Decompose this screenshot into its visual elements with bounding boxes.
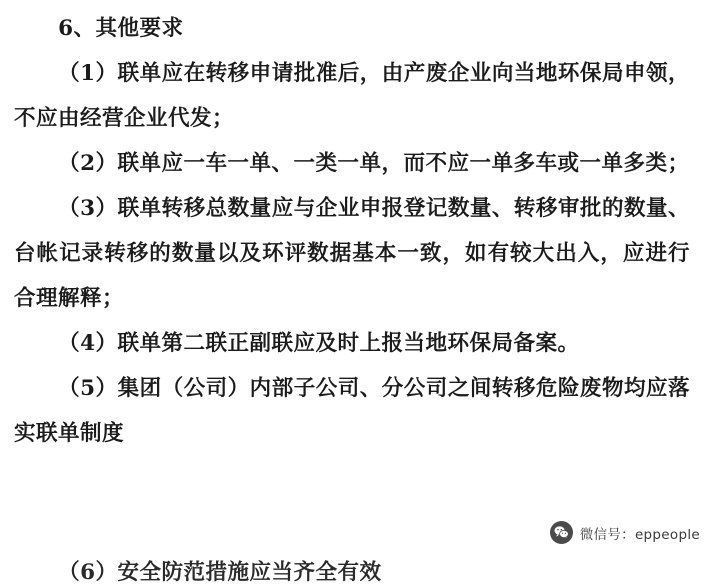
watermark-text: 微信号：eppeople bbox=[579, 526, 700, 543]
paragraph-item-4: （4）联单第二联正副联应及时上报当地环保局备案。 bbox=[58, 331, 580, 356]
paragraph-item-3: （3）联单转移总数量应与企业申报登记数量、转移审批的数量、台帐记录转移的数量以及环评数据基本一致，如有较大出入，应进行合理解释； bbox=[14, 196, 690, 311]
wechat-icon bbox=[550, 521, 573, 544]
paragraph-item-2: （2）联单应一车一单、一类一单，而不应一单多车或一单多类； bbox=[58, 151, 690, 176]
paragraph-item-5: （5）集团（公司）内部子公司、分公司之间转移危险废物均应落实联单制度 bbox=[14, 376, 690, 446]
paragraph-item-6-clipped: （6）安全防范措施应当齐全有效 bbox=[58, 560, 382, 584]
paragraph-heading: 6、其他要求 bbox=[58, 16, 184, 41]
paragraph-item-1: （1）联单应在转移申请批准后，由产废企业向当地环保局申领，不应由经营企业代发； bbox=[14, 61, 690, 131]
watermark bbox=[550, 521, 700, 544]
